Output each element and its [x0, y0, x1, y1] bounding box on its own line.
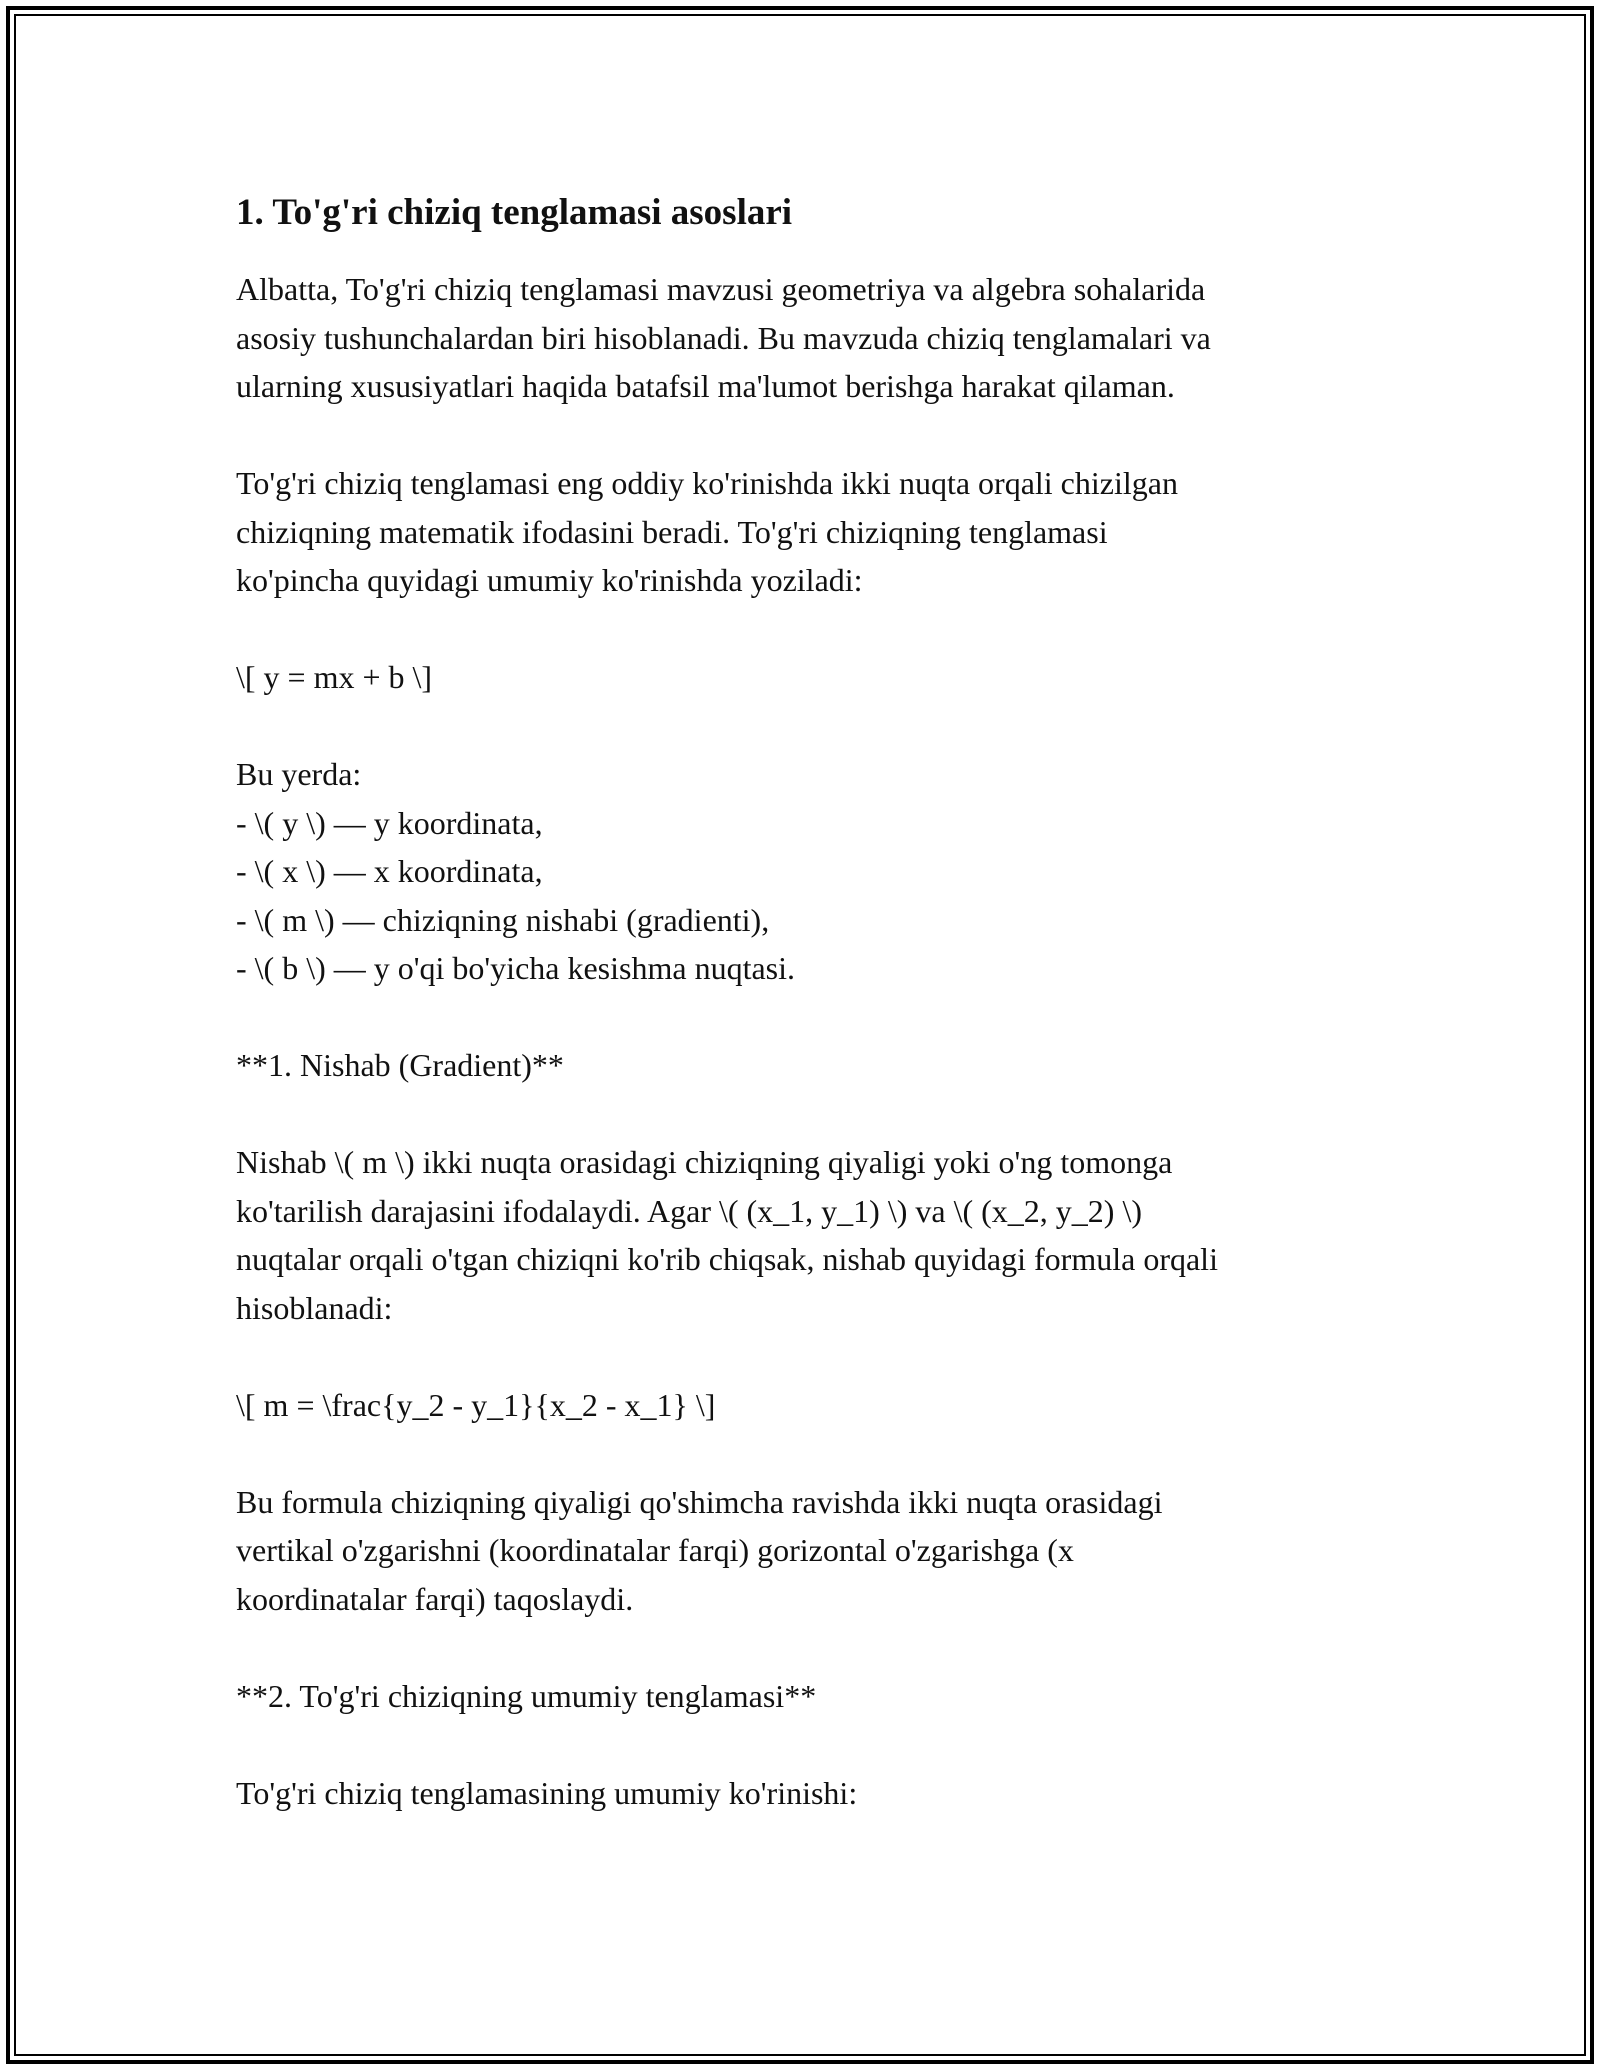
spacer [236, 702, 1386, 751]
paragraph-line: hisoblanadi: [236, 1289, 393, 1326]
paragraph-line: koordinatalar farqi) taqoslaydi. [236, 1580, 634, 1617]
document-content [236, 185, 1386, 1817]
definition-item: - \( y \) — y koordinata, [236, 804, 543, 841]
paragraph-line: To'g'ri chiziq tenglamasi eng oddiy ko'rinishda ikki nuqta orqali chizilgan [236, 465, 1178, 501]
intro-line: asosiy tushunchalardan biri hisoblanadi. Bu mavzuda chiziq tenglamalari va [236, 319, 1211, 356]
intro-line: ularning xususiyatlari haqida batafsil ma'lumot berishga harakat qilaman. [236, 368, 1175, 404]
definitions-intro: Bu yerda: [236, 756, 362, 792]
paragraph-line: Nishab \( m \) ikki nuqta orasidagi chiziqning qiyaligi yoki o'ng tomonga [236, 1144, 1173, 1180]
paragraph-line: Bu formula chiziqning qiyaligi qo'shimcha ravishda ikki nuqta orasidagi [236, 1483, 1163, 1520]
paragraph-line: ko'tarilish darajasini ifodalaydi. Agar \( (x_1, y_1) \) va \( (x_2, y_2) \) [236, 1192, 1142, 1229]
intro-line: Albatta, To'g'ri chiziq tenglamasi mavzusi geometriya va algebra sohalarida [236, 271, 1206, 307]
gradient-paragraph [236, 1138, 1386, 1332]
formula-slope: \[ m = \frac{y_2 - y_1}{x_2 - x_1} \] [236, 1386, 716, 1423]
spacer [236, 1090, 1386, 1139]
definition-item: - \( x \) — x koordinata, [236, 853, 543, 889]
section-title-gradient: **1. Nishab (Gradient)** [236, 1047, 564, 1083]
paragraph-line: vertikal o'zgarishni (koordinatalar farqi) gorizontal o'zgarishga (x [236, 1532, 1074, 1568]
formula-line-equation: \[ y = mx + b \] [236, 659, 433, 695]
spacer [236, 1429, 1386, 1478]
spacer [236, 605, 1386, 654]
spacer [236, 993, 1386, 1042]
spacer [236, 1623, 1386, 1672]
spacer [236, 241, 1386, 265]
definition-paragraph [236, 459, 1386, 605]
paragraph-line: ko'pincha quyidagi umumiy ko'rinishda yoziladi: [236, 562, 863, 598]
paragraph-line: chiziqning matematik ifodasini beradi. To'g'ri chiziqning tenglamasi [236, 513, 1108, 550]
spacer [236, 1720, 1386, 1769]
section-title-general-equation: **2. To'g'ri chiziqning umumiy tenglamasi** [236, 1677, 817, 1714]
spacer [236, 1332, 1386, 1381]
document-heading: 1. To'g'ri chiziq tenglamasi asoslari [236, 192, 793, 233]
general-equation-intro: To'g'ri chiziq tenglamasining umumiy ko'rinishi: [236, 1774, 858, 1811]
definition-item: - \( m \) — chiziqning nishabi (gradienti), [236, 901, 770, 938]
variable-definitions [236, 750, 1386, 993]
document-body [236, 265, 1386, 1817]
intro-paragraph [236, 265, 1386, 411]
spacer [236, 411, 1386, 460]
paragraph-line: nuqtalar orqali o'tgan chiziqni ko'rib chiqsak, nishab quyidagi formula orqali [236, 1241, 1218, 1277]
definition-item: - \( b \) — y o'qi bo'yicha kesishma nuqtasi. [236, 950, 795, 986]
formula-explanation-paragraph [236, 1478, 1386, 1624]
